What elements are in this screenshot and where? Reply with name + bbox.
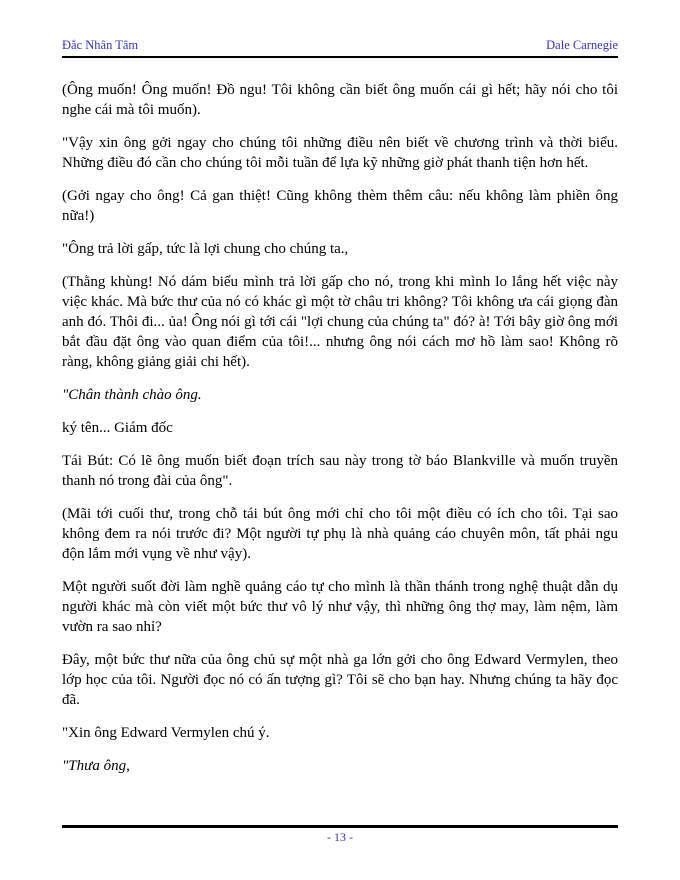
page-header — [62, 38, 618, 58]
paragraph: (Ông muốn! Ông muốn! Đồ ngu! Tôi không cần biết ông muốn cái gì hết; hãy nói cho tôi nghe cái mà tôi muốn). — [62, 82, 618, 118]
header-author: Dale Carnegie — [546, 38, 618, 52]
paragraph: "Thưa ông, — [62, 758, 130, 774]
page-footer — [62, 825, 618, 844]
paragraph: "Chân thành chào ông. — [62, 387, 202, 403]
page-body — [62, 80, 618, 789]
header-book-title: Đắc Nhân Tâm — [62, 38, 139, 52]
paragraph: ký tên... Giám đốc — [62, 420, 173, 436]
page-number: - 13 - — [327, 830, 353, 844]
paragraph: "Ông trả lời gấp, tức là lợi chung cho chúng ta., — [62, 241, 349, 257]
paragraph: (Mãi tới cuối thư, trong chỗ tái bút ông mới chỉ cho tôi một điều có ích cho tôi. Tại sao không đem ra nói trước đi? Một người tự phụ là nhà quảng cáo chuyên môn, tất phải ngu độn lắm mới vụng về như vậy). — [62, 506, 618, 562]
paragraph: (Gởi ngay cho ông! Cả gan thiệt! Cũng không thèm thêm câu: nếu không làm phiền ông nữa!) — [62, 188, 618, 224]
paragraph: (Thằng khùng! Nó dám biểu mình trả lời gấp cho nó, trong khi mình lo lắng hết việc này việc khác. Mà bức thư của nó có khác gì một tờ châu tri không? Tôi không ưa cái giọng đàn anh đó. Thôi đi... ủa! Ông nói gì tới cái "lợi chung của chúng ta" đó? à! Tới bây giờ ông mới bắt đầu đặt ông vào quan điểm của tôi!... nhưng ông nói cách mơ hồ làm sao! Không rõ ràng, không giảng giải chi hết). — [62, 274, 618, 370]
paragraph: "Xin ông Edward Vermylen chú ý. — [62, 725, 270, 741]
paragraph: Một người suốt đời làm nghề quảng cáo tự cho mình là thần thánh trong nghệ thuật dẫn dụ người khác mà còn viết một bức thư vô lý như vậy, thì những ông thợ may, làm nệm, làm vườn ra sao nhỉ? — [62, 579, 618, 635]
paragraph: Đây, một bức thư nữa của ông chủ sự một nhà ga lớn gởi cho ông Edward Vermylen, theo lớp học của tôi. Người đọc nó có ấn tượng gì? Tôi sẽ cho bạn hay. Nhưng chúng ta hãy đọc đã. — [62, 652, 618, 708]
paragraph: "Vậy xin ông gởi ngay cho chúng tôi những điều nên biết về chương trình và thời biểu. Những điều đó cần cho chúng tôi mỗi tuần để lựa kỹ những giờ phát thanh tiện hơn hết. — [62, 135, 618, 171]
paragraph: Tái Bút: Có lẽ ông muốn biết đoạn trích sau này trong tờ báo Blankville và muốn truyền thanh nó trong đài của ông". — [62, 453, 618, 489]
